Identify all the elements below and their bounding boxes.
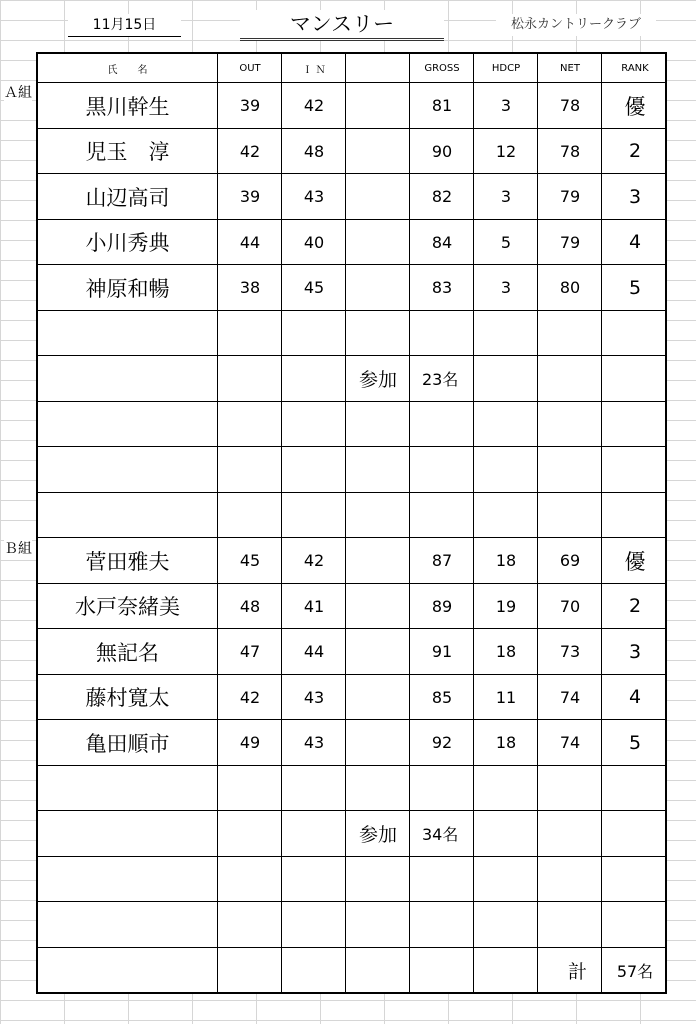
cell-hdcp bbox=[473, 948, 538, 994]
cell-name: 小川秀典 bbox=[85, 231, 170, 256]
cell-name bbox=[38, 311, 217, 357]
cell-blank bbox=[345, 948, 410, 994]
cell-name bbox=[38, 766, 217, 812]
cell-gross: 82 bbox=[409, 174, 474, 220]
cell-blank bbox=[345, 220, 410, 266]
cell-rank bbox=[601, 356, 668, 402]
cell-gross bbox=[409, 902, 474, 948]
cell-name bbox=[38, 447, 217, 493]
cell-in: 45 bbox=[281, 265, 346, 311]
table-row bbox=[38, 628, 665, 675]
cell-gross: 81 bbox=[409, 83, 474, 129]
group-b-label: Ｂ組 bbox=[4, 541, 32, 557]
cell-blank bbox=[345, 83, 410, 129]
cell-blank bbox=[345, 447, 410, 493]
cell-in bbox=[281, 311, 346, 357]
cell-hdcp: 18 bbox=[473, 720, 538, 766]
cell-net bbox=[537, 356, 602, 402]
table-row bbox=[38, 401, 665, 448]
cell-blank bbox=[345, 766, 410, 812]
cell-gross bbox=[409, 447, 474, 493]
cell-blank bbox=[345, 311, 410, 357]
cell-out: 45 bbox=[217, 538, 282, 584]
cell-name: 藤村寛太 bbox=[85, 686, 170, 711]
cell-blank bbox=[345, 857, 410, 903]
cell-out bbox=[217, 811, 282, 857]
cell-gross: 84 bbox=[409, 220, 474, 266]
cell-hdcp bbox=[473, 766, 538, 812]
col-header-blank bbox=[345, 54, 410, 82]
cell-in bbox=[281, 766, 346, 812]
cell-hdcp: 12 bbox=[473, 129, 538, 175]
cell-gross: 92 bbox=[409, 720, 474, 766]
header-row bbox=[38, 54, 665, 82]
cell-out: 49 bbox=[217, 720, 282, 766]
col-header-net: NET bbox=[537, 54, 602, 82]
cell-in: 40 bbox=[281, 220, 346, 266]
cell-in bbox=[281, 948, 346, 994]
cell-in: 43 bbox=[281, 720, 346, 766]
cell-blank bbox=[345, 402, 410, 448]
cell-out bbox=[217, 948, 282, 994]
cell-net bbox=[537, 311, 602, 357]
cell-hdcp bbox=[473, 857, 538, 903]
cell-hdcp: 11 bbox=[473, 675, 538, 721]
cell-net: 70 bbox=[537, 584, 602, 630]
cell-rank bbox=[601, 811, 668, 857]
cell-rank: 3 bbox=[601, 629, 668, 675]
table-row bbox=[38, 583, 665, 630]
cell-gross bbox=[409, 766, 474, 812]
cell-gross bbox=[409, 948, 474, 994]
cell-name: 亀田順市 bbox=[85, 731, 170, 756]
cell-name bbox=[38, 857, 217, 903]
col-header-name: 氏 名 bbox=[107, 64, 148, 76]
cell-gross: 87 bbox=[409, 538, 474, 584]
cell-out: 38 bbox=[217, 265, 282, 311]
cell-net bbox=[537, 811, 602, 857]
cell-name: 山辺高司 bbox=[85, 185, 170, 210]
table-row bbox=[38, 901, 665, 948]
cell-out bbox=[217, 902, 282, 948]
cell-name bbox=[38, 493, 217, 539]
cell-rank bbox=[601, 402, 668, 448]
cell-rank: 5 bbox=[601, 265, 668, 311]
table-row bbox=[38, 173, 665, 220]
cell-hdcp: 3 bbox=[473, 83, 538, 129]
cell-blank bbox=[345, 902, 410, 948]
cell-blank bbox=[345, 720, 410, 766]
cell-in: 41 bbox=[281, 584, 346, 630]
cell-blank bbox=[345, 675, 410, 721]
cell-blank bbox=[345, 493, 410, 539]
page-title: マンスリー bbox=[240, 10, 444, 41]
cell-in: 43 bbox=[281, 174, 346, 220]
cell-in: 43 bbox=[281, 675, 346, 721]
cell-out bbox=[217, 311, 282, 357]
table-row bbox=[38, 856, 665, 903]
table-row bbox=[38, 947, 665, 994]
cell-in bbox=[281, 493, 346, 539]
cell-gross bbox=[409, 311, 474, 357]
cell-net: 79 bbox=[537, 220, 602, 266]
cell-out: 44 bbox=[217, 220, 282, 266]
cell-rank: 2 bbox=[601, 584, 668, 630]
cell-in: 48 bbox=[281, 129, 346, 175]
cell-net: 78 bbox=[537, 83, 602, 129]
header-date: 11月15日 bbox=[68, 14, 181, 37]
cell-out: 39 bbox=[217, 174, 282, 220]
cell-hdcp: 3 bbox=[473, 265, 538, 311]
cell-blank bbox=[345, 538, 410, 584]
cell-in bbox=[281, 402, 346, 448]
cell-blank bbox=[345, 174, 410, 220]
cell-out bbox=[217, 447, 282, 493]
cell-name: 水戸奈緒美 bbox=[75, 595, 180, 620]
participants-count: 34名 bbox=[409, 811, 473, 857]
table-row bbox=[38, 355, 665, 402]
cell-out bbox=[217, 766, 282, 812]
cell-net: 78 bbox=[537, 129, 602, 175]
cell-in bbox=[281, 857, 346, 903]
cell-rank: 5 bbox=[601, 720, 668, 766]
cell-net bbox=[537, 493, 602, 539]
cell-gross: 91 bbox=[409, 629, 474, 675]
club-name: 松永カントリークラブ bbox=[496, 14, 656, 36]
cell-hdcp bbox=[473, 402, 538, 448]
cell-rank: 4 bbox=[601, 675, 668, 721]
cell-name bbox=[38, 902, 217, 948]
cell-net bbox=[537, 766, 602, 812]
cell-hdcp bbox=[473, 811, 538, 857]
cell-out bbox=[217, 857, 282, 903]
cell-rank bbox=[601, 766, 668, 812]
cell-gross bbox=[409, 493, 474, 539]
table-row bbox=[38, 719, 665, 766]
cell-net bbox=[537, 902, 602, 948]
cell-blank bbox=[345, 265, 410, 311]
cell-rank: 3 bbox=[601, 174, 668, 220]
cell-rank bbox=[601, 493, 668, 539]
cell-rank: 優 bbox=[601, 538, 668, 584]
cell-hdcp: 19 bbox=[473, 584, 538, 630]
cell-name: 神原和暢 bbox=[85, 276, 170, 301]
cell-out: 48 bbox=[217, 584, 282, 630]
cell-name: 児玉 淳 bbox=[85, 140, 170, 165]
cell-net: 74 bbox=[537, 675, 602, 721]
cell-hdcp bbox=[473, 902, 538, 948]
cell-out: 42 bbox=[217, 675, 282, 721]
cell-rank bbox=[601, 311, 668, 357]
table-row bbox=[38, 765, 665, 812]
cell-gross: 90 bbox=[409, 129, 474, 175]
cell-blank bbox=[345, 584, 410, 630]
cell-blank bbox=[345, 129, 410, 175]
cell-in: 42 bbox=[281, 538, 346, 584]
cell-rank bbox=[601, 857, 668, 903]
cell-rank bbox=[601, 447, 668, 493]
cell-hdcp bbox=[473, 311, 538, 357]
cell-in bbox=[281, 902, 346, 948]
cell-rank: 2 bbox=[601, 129, 668, 175]
col-header-in: Ｉ Ｎ bbox=[281, 54, 346, 82]
col-header-out: OUT bbox=[217, 54, 282, 82]
table-row bbox=[38, 674, 665, 721]
col-header-hdcp: HDCP bbox=[473, 54, 538, 82]
table-row bbox=[38, 446, 665, 493]
table-row bbox=[38, 82, 665, 129]
cell-hdcp bbox=[473, 356, 538, 402]
participants-label: 参加 bbox=[345, 811, 410, 857]
cell-out bbox=[217, 356, 282, 402]
cell-net bbox=[537, 402, 602, 448]
cell-hdcp bbox=[473, 447, 538, 493]
table-row bbox=[38, 810, 665, 857]
cell-gross: 89 bbox=[409, 584, 474, 630]
table-row bbox=[38, 310, 665, 357]
table-row bbox=[38, 264, 665, 311]
cell-name bbox=[38, 356, 217, 402]
cell-hdcp: 3 bbox=[473, 174, 538, 220]
cell-gross: 85 bbox=[409, 675, 474, 721]
cell-out: 39 bbox=[217, 83, 282, 129]
cell-rank: 4 bbox=[601, 220, 668, 266]
cell-name: 黒川幹生 bbox=[85, 94, 170, 119]
cell-in: 44 bbox=[281, 629, 346, 675]
cell-hdcp: 5 bbox=[473, 220, 538, 266]
table-row bbox=[38, 219, 665, 266]
cell-net: 79 bbox=[537, 174, 602, 220]
cell-hdcp: 18 bbox=[473, 629, 538, 675]
cell-blank bbox=[345, 629, 410, 675]
table-row bbox=[38, 492, 665, 539]
cell-net: 80 bbox=[537, 265, 602, 311]
cell-in: 42 bbox=[281, 83, 346, 129]
col-header-rank: RANK bbox=[601, 54, 668, 82]
cell-name bbox=[38, 402, 217, 448]
cell-hdcp bbox=[473, 493, 538, 539]
table-row bbox=[38, 128, 665, 175]
cell-net: 69 bbox=[537, 538, 602, 584]
cell-name bbox=[38, 948, 217, 994]
cell-out bbox=[217, 493, 282, 539]
total-count: 57名 bbox=[601, 948, 668, 994]
cell-net: 73 bbox=[537, 629, 602, 675]
cell-net bbox=[537, 857, 602, 903]
cell-gross bbox=[409, 402, 474, 448]
cell-name: 菅田雅夫 bbox=[85, 549, 170, 574]
cell-out bbox=[217, 402, 282, 448]
group-a-label: Ａ組 bbox=[4, 85, 32, 101]
cell-in bbox=[281, 447, 346, 493]
table-row bbox=[38, 537, 665, 584]
cell-gross bbox=[409, 857, 474, 903]
cell-rank: 優 bbox=[601, 83, 668, 129]
cell-rank bbox=[601, 902, 668, 948]
cell-name: 無記名 bbox=[96, 640, 159, 665]
results-table bbox=[36, 52, 667, 994]
cell-name bbox=[38, 811, 217, 857]
total-label: 計 bbox=[537, 948, 601, 994]
cell-in bbox=[281, 811, 346, 857]
col-header-gross: GROSS bbox=[409, 54, 474, 82]
cell-out: 47 bbox=[217, 629, 282, 675]
cell-out: 42 bbox=[217, 129, 282, 175]
cell-net bbox=[537, 447, 602, 493]
cell-gross: 83 bbox=[409, 265, 474, 311]
participants-count: 23名 bbox=[409, 356, 473, 402]
cell-in bbox=[281, 356, 346, 402]
participants-label: 参加 bbox=[345, 356, 410, 402]
cell-net: 74 bbox=[537, 720, 602, 766]
cell-hdcp: 18 bbox=[473, 538, 538, 584]
